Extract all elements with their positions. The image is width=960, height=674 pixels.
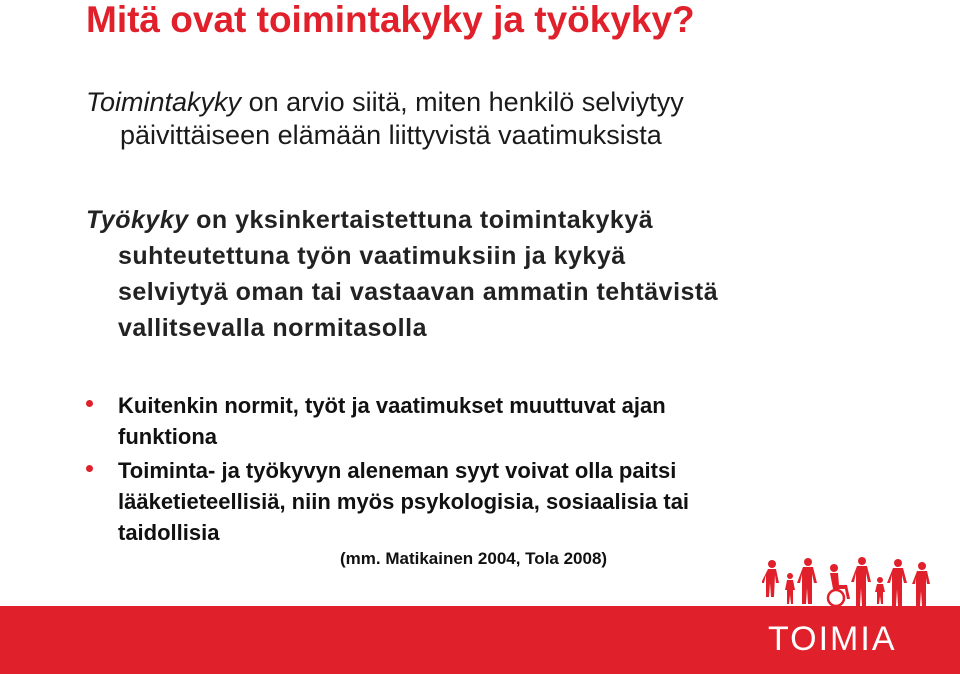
definition-line3: selviytyä oman tai vastaavan ammatin tehtävistä [118,278,719,306]
definition-paragraph [86,202,926,346]
bullet-item [86,455,906,548]
bullet-line: lääketieteellisiä, niin myös psykologisia, sosiaalisia tai [118,489,690,514]
definition-line1-rest: on yksinkertaistettuna toimintakykyä [188,206,654,234]
intro-line1-rest: on arvio siitä, miten henkilö selviytyy [241,87,684,117]
reference-citation: (mm. Matikainen 2004, Tola 2008) [340,549,608,568]
logo-text: TOIMIA [768,620,897,658]
definition-line2: suhteutettuna työn vaatimuksiin ja kykyä [118,242,626,270]
bullet-line: Toiminta- ja työkyvyn aleneman syyt voivat olla paitsi [118,458,677,483]
bullet-line: taidollisia [118,520,220,545]
bullet-line: Kuitenkin normit, työt ja vaatimukset muuttuvat ajan [118,393,666,418]
definition-term: Työkyky [86,206,189,234]
bullet-dot-icon [86,400,93,407]
bullet-line: funktiona [118,424,217,449]
people-group-icon [762,556,954,608]
definition-line4: vallitsevalla normitasolla [118,314,427,342]
bullet-item [86,390,906,452]
intro-line2: päivittäiseen elämään liittyvistä vaatimuksista [120,120,662,150]
intro-paragraph [86,86,906,152]
intro-term: Toimintakyky [86,87,242,117]
page-title: Mitä ovat toimintakyky ja työkyky? [86,0,695,40]
bullet-list [86,390,906,551]
bullet-dot-icon [86,465,93,472]
